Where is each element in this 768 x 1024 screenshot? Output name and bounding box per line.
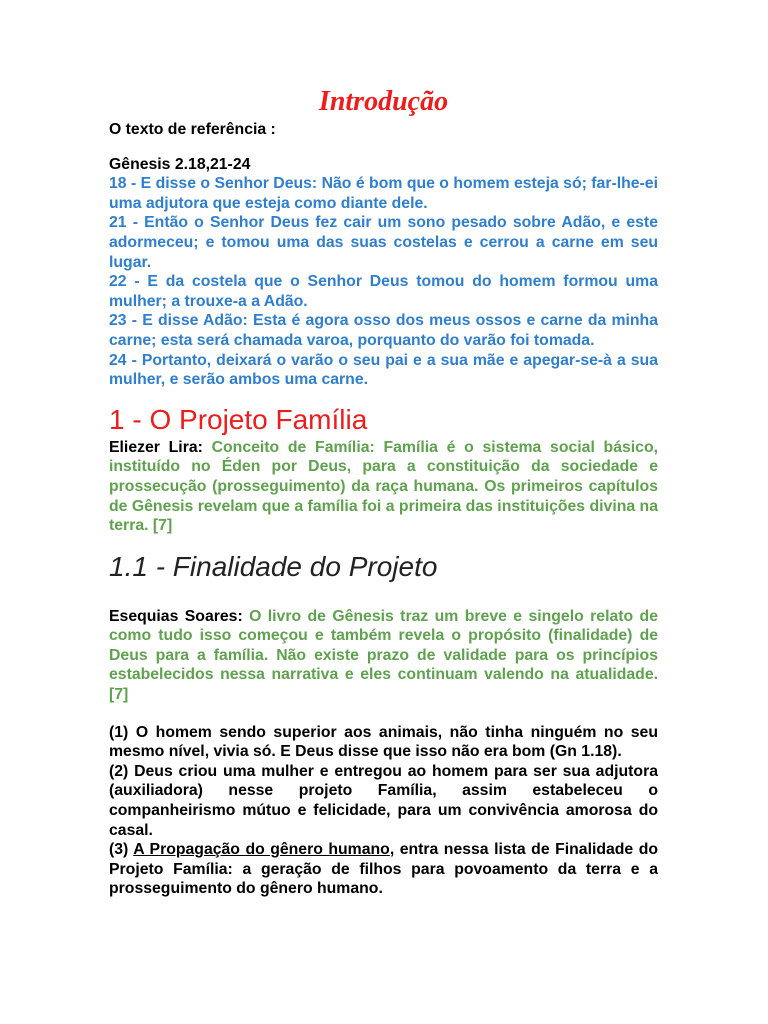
underlined-phrase: A Propagação do gênero humano [133,841,390,859]
verse-22 [109,272,658,311]
verse-number: 23 - [109,312,138,330]
verse-24 [109,351,658,390]
verse-18 [109,174,658,213]
quote-text: O livro de Gênesis traz um breve e singelo relato de como tudo isso começou e também revela o propósito (finalidade) de Deus para a família. Não existe prazo de validade para os princípios estabelecidos nessa narrativa e eles continuam valendo na atualidade. [7] [109,607,658,704]
verse-number: 24 - [109,351,137,369]
quote-author: Esequias Soares: [109,607,243,625]
list-item-1: (1) O homem sendo superior aos animais, não tinha ninguém no seu mesmo nível, vivia só. E Deus disse que isso não era bom (Gn 1.18). [109,723,658,761]
quote-author: Eliezer Lira: [109,438,203,456]
verse-text: E disse Adão: Esta é agora osso dos meus ossos e carne da minha carne; esta será chamada varoa, porquanto do varão foi tomada. [109,312,658,349]
intro-title: Introdução [318,86,449,117]
verse-list [109,174,658,390]
verse-text: Então o Senhor Deus fez cair um sono pesado sobre Adão, e este adormeceu; e tomou uma das suas costelas e cerrou a carne em seu lugar. [109,214,658,271]
reference-heading: Gênesis 2.18,21-24 [109,155,251,173]
verse-number: 22 - [109,273,140,291]
list-item-prefix: (3) [109,841,134,859]
verse-23 [109,311,658,350]
list-item-2: (2) Deus criou uma mulher e entregou ao homem para ser sua adjutora (auxiliadora) nesse projeto Família, assim estabeleceu o companheirismo mútuo e felicidade, para um convivência amorosa do casal. [109,762,658,839]
section-title-projeto-familia: 1 - O Projeto Família [109,403,368,435]
verse-21 [109,213,658,272]
verse-text: Portanto, deixará o varão o seu pai e a sua mãe e apegar-se-à a sua mulher, e serão ambos uma carne. [109,351,658,389]
document-page [109,84,658,899]
list-item-text: , entra nessa lista de Finalidade do Projeto Família: a geração de filhos para povoamento da terra e a prosseguimento do gênero humano. [109,841,659,898]
quote-esequias-soares [109,607,658,705]
list-item-3 [109,840,658,899]
quote-eliezer-lira [109,438,658,536]
section-title-finalidade: 1.1 - Finalidade do Projeto [109,550,438,582]
verse-number: 21 - [109,214,138,232]
quote-text: Conceito de Família: Família é o sistema social básico, instituído no Éden por Deus, para a constituição da sociedade e prossecução (prosseguimento) da raça humana. Os primeiros capítulos de Gênesis revelam que a família foi a primeira das instituições divina na terra. [7] [109,438,658,535]
verse-number: 18 - [109,175,137,193]
purpose-list [109,723,658,899]
reference-label: O texto de referência : [109,121,276,138]
verse-text: E da costela que o Senhor Deus tomou do homem formou uma mulher; a trouxe-a a Adão. [109,273,658,310]
verse-text: E disse o Senhor Deus: Não é bom que o homem esteja só; far-lhe-ei uma adjutora que esteja como diante dele. [109,175,658,212]
